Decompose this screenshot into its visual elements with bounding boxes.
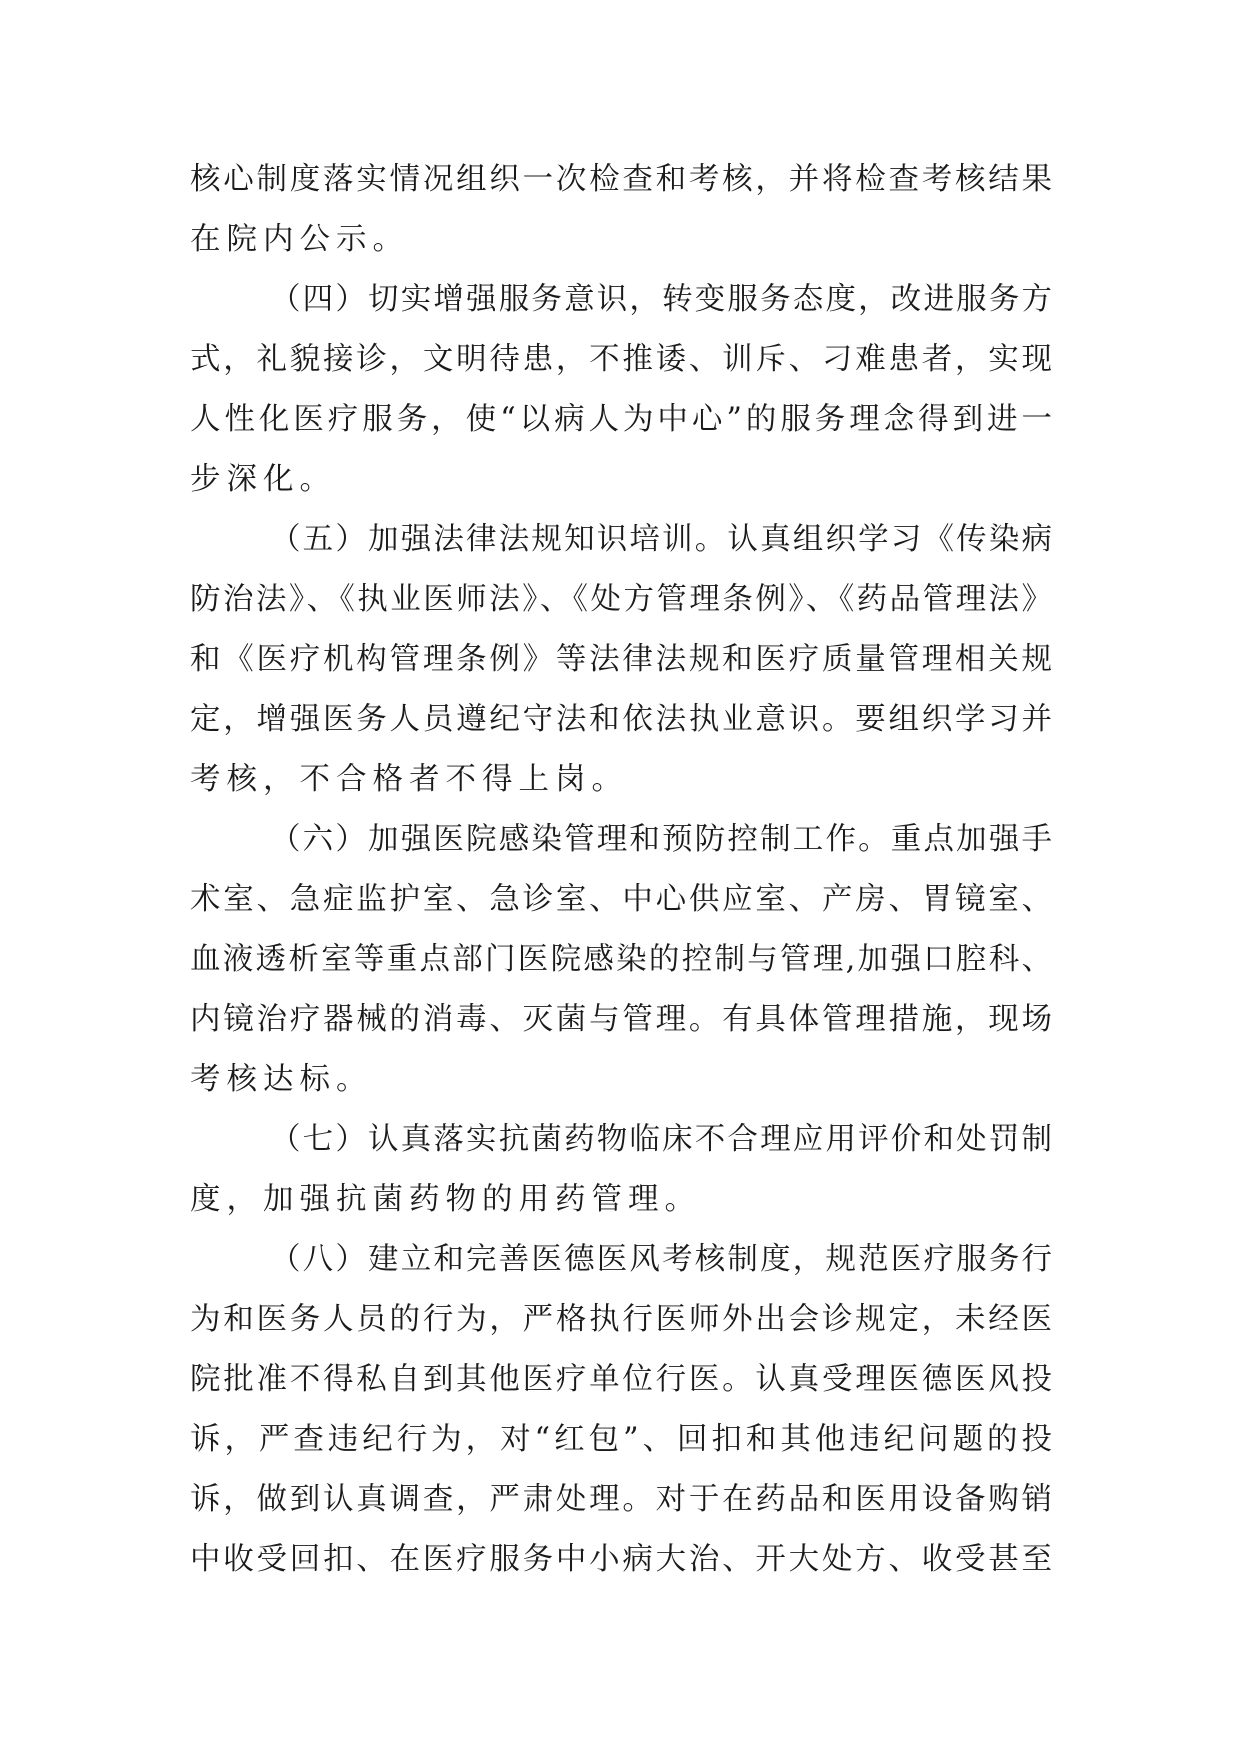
text-line: 诉，严查违纪行为，对“红包”、回扣和其他违纪问题的投 xyxy=(190,1422,1052,1457)
text-line: 和《医疗机构管理条例》等法律法规和医疗质量管理相关规 xyxy=(190,642,1052,677)
text-line: 步深化。 xyxy=(190,462,336,497)
paragraph-start-line: （六）加强医院感染管理和预防控制工作。重点加强手 xyxy=(270,822,1052,857)
text-line: 在院内公示。 xyxy=(190,222,409,257)
paragraph-start-line: （八）建立和完善医德医风考核制度，规范医疗服务行 xyxy=(270,1242,1052,1277)
text-line: 诉，做到认真调查，严肃处理。对于在药品和医用设备购销 xyxy=(190,1482,1052,1517)
text-line: 度，加强抗菌药物的用药管理。 xyxy=(190,1182,701,1217)
text-line: 考核达标。 xyxy=(190,1062,373,1097)
text-line: 考核，不合格者不得上岗。 xyxy=(190,762,628,797)
paragraph-start-line: （四）切实增强服务意识，转变服务态度，改进服务方 xyxy=(270,282,1052,317)
text-line: 中收受回扣、在医疗服务中小病大治、开大处方、收受甚至 xyxy=(190,1542,1052,1577)
text-line: 定，增强医务人员遵纪守法和依法执业意识。要组织学习并 xyxy=(190,702,1052,737)
text-line: 血液透析室等重点部门医院感染的控制与管理,加强口腔科、 xyxy=(190,942,1052,977)
paragraph-start-line: （七）认真落实抗菌药物临床不合理应用评价和处罚制 xyxy=(270,1122,1052,1157)
text-line: 内镜治疗器械的消毒、灭菌与管理。有具体管理措施，现场 xyxy=(190,1002,1052,1037)
text-line: 术室、急症监护室、急诊室、中心供应室、产房、胃镜室、 xyxy=(190,882,1052,917)
paragraph-start-line: （五）加强法律法规知识培训。认真组织学习《传染病 xyxy=(270,522,1052,557)
text-line: 防治法》、《执业医师法》、《处方管理条例》、《药品管理法》 xyxy=(190,582,1052,617)
document-page xyxy=(190,150,1052,1590)
text-line: 式，礼貌接诊，文明待患，不推诿、训斥、刁难患者，实现 xyxy=(190,342,1052,377)
text-line: 人性化医疗服务，使“以病人为中心”的服务理念得到进一 xyxy=(190,402,1052,437)
text-line: 核心制度落实情况组织一次检查和考核，并将检查考核结果 xyxy=(190,162,1052,197)
text-line: 院批准不得私自到其他医疗单位行医。认真受理医德医风投 xyxy=(190,1362,1052,1397)
text-line: 为和医务人员的行为，严格执行医师外出会诊规定，未经医 xyxy=(190,1302,1052,1337)
